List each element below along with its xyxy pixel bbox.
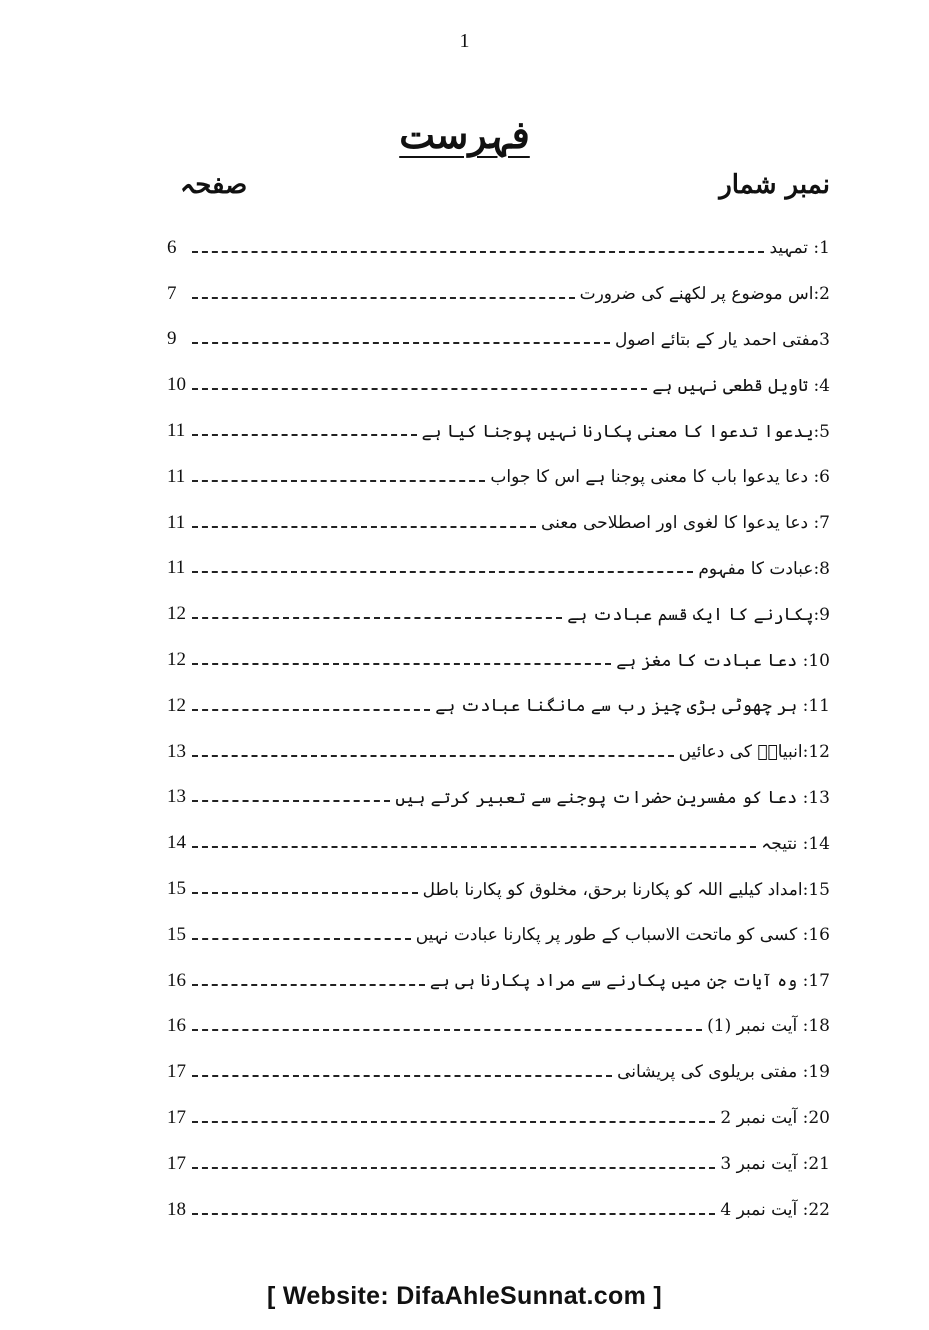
dashed-leader [192,251,764,253]
page-column-header: صفحہ [180,170,248,200]
dashed-leader [192,1075,612,1077]
toc-entry-title: 6: دعا یدعوا باب کا معنی پوجنا ہے اس کا جواب [490,467,830,488]
toc-entry [167,454,830,500]
toc-header [180,170,830,214]
dashed-leader [192,571,693,573]
toc-entry-page: 11 [167,420,186,442]
toc-entry-page: 13 [167,740,186,762]
dashed-leader [192,1167,715,1169]
toc-entry-page: 12 [167,649,186,671]
toc-entry-page: 12 [167,603,186,625]
toc-entry [167,820,830,866]
dashed-leader [192,434,417,436]
toc-entry [167,546,830,592]
dashed-leader [192,755,674,757]
toc-entry-page: 15 [167,878,186,900]
toc-entry [167,683,830,729]
toc-entry-page: 16 [167,969,186,991]
toc-entry-page: 11 [167,557,186,579]
toc-entry [167,408,830,454]
dashed-leader [192,1121,715,1123]
toc-entry [167,637,830,683]
page-number: 1 [459,30,470,52]
toc-entry-page: 7 [167,282,177,304]
dashed-leader [192,388,647,390]
toc-entry [167,912,830,958]
toc-entry-title: 17: وہ آیات جن میں پکارنے سے مراد پکارنا ہی ہے [429,971,830,992]
dashed-leader [192,342,610,344]
toc-entry [167,591,830,637]
toc-entry [167,362,830,408]
toc-entry-title: 9:پکارنے کا ایک قسم عبادت ہے [567,604,830,625]
toc-entry [167,225,830,271]
toc-entry-page: 10 [167,374,186,396]
toc-entry [167,1141,830,1187]
toc-entry [167,866,830,912]
dashed-leader [192,617,562,619]
page-title-text: فہرست [399,112,530,157]
toc-entry-page: 12 [167,694,186,716]
dashed-leader [192,297,575,299]
toc-entry-title: 15:امداد کیلیے اللہ کو پکارنا برحق، مخلوق کو پکارنا باطل [422,879,830,900]
toc-entry-page: 17 [167,1061,186,1083]
toc-entry-title: 14: نتیجہ [761,833,830,854]
table-of-contents [167,225,830,1233]
toc-entry-title: 22: آیت نمبر 4 [720,1199,830,1220]
toc-entry-title: 4: تاویل قطعی نہیں ہے [652,375,830,396]
dashed-leader [192,709,430,711]
dashed-leader [192,892,418,894]
toc-entry [167,775,830,821]
dashed-leader [192,846,756,848]
toc-entry-page: 16 [167,1015,186,1037]
toc-entry-page: 15 [167,923,186,945]
toc-entry-title: 7: دعا یدعوا کا لغوی اور اصطلاحی معنی [541,512,830,533]
dashed-leader [192,1029,702,1031]
toc-entry-page: 18 [167,1198,186,1220]
dashed-leader [192,1213,715,1215]
toc-entry [167,317,830,363]
toc-entry-page: 14 [167,832,186,854]
toc-entry-page: 6 [167,236,177,258]
toc-entry-page: 17 [167,1152,186,1174]
toc-entry-title: 16: کسی کو ماتحت الاسباب کے طور پر پکارنا عبادت نہیں [415,925,830,946]
toc-entry-title: 20: آیت نمبر 2 [720,1108,830,1129]
dashed-leader [192,984,425,986]
toc-entry [167,1187,830,1233]
serial-number-header: نمبر شمار [719,170,830,200]
toc-entry-page: 9 [167,328,177,350]
toc-entry [167,271,830,317]
toc-entry-title: 3مفتی احمد یار کے بتائے اصول [614,329,830,350]
toc-entry-title: 18: آیت نمبر (1) [707,1016,830,1037]
dashed-leader [192,800,390,802]
toc-entry-title: 1: تمہید [769,238,830,259]
toc-entry-title: 11: ہر چھوٹی بڑی چیز رب سے مانگنا عبادت ہے [435,696,830,717]
toc-entry [167,500,830,546]
toc-entry-title: 21: آیت نمبر 3 [720,1153,830,1174]
toc-entry-page: 11 [167,511,186,533]
toc-entry [167,1049,830,1095]
toc-entry-page: 11 [167,465,186,487]
toc-entry [167,1095,830,1141]
toc-entry-page: 17 [167,1107,186,1129]
toc-entry-title: 10: دعا عبادت کا مغز ہے [616,650,830,671]
dashed-leader [192,526,536,528]
toc-entry-title: 13: دعا کو مفسرین حضرات پوجنے سے تعبیر کرتے ہیں [395,787,830,808]
page-title [0,112,929,157]
toc-entry-title: 2:اس موضوع پر لکھنے کی ضرورت [579,284,830,305]
dashed-leader [192,480,485,482]
toc-entry [167,729,830,775]
toc-entry [167,1004,830,1050]
website-footer: [ Website: DifaAhleSunnat.com ] [267,1282,662,1310]
toc-entry-title: 19: مفتی بریلوی کی پریشانی [617,1062,830,1083]
dashed-leader [192,938,411,940]
toc-entry [167,958,830,1004]
toc-entry-page: 13 [167,786,186,808]
toc-entry-title: 5:یدعوا تدعوا کا معنی پکارنا نہیں پوجنا کیا ہے [421,421,830,442]
toc-entry-title: 8:عبادت کا مفہوم [698,558,830,579]
dashed-leader [192,663,611,665]
toc-entry-title: 12:انبیاءؑ کی دعائیں [678,741,830,762]
